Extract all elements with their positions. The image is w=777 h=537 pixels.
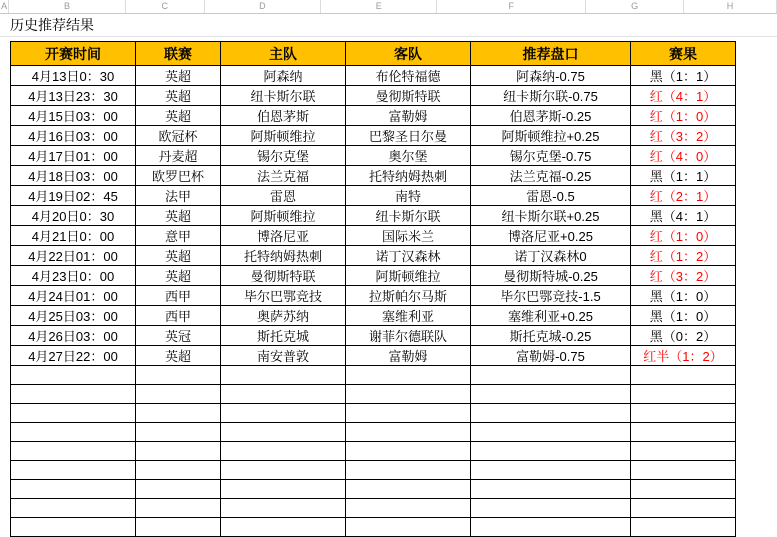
column-letter-b[interactable]: B (9, 0, 125, 13)
cell-empty (11, 442, 136, 461)
cell-pick: 富勒姆-0.75 (471, 346, 631, 366)
table-row (11, 86, 736, 106)
cell-time: 4月17日01：00 (11, 146, 136, 166)
cell-time: 4月26日03：00 (11, 326, 136, 346)
cell-empty (136, 385, 221, 404)
cell-away: 塞维利亚 (346, 306, 471, 326)
table-row-empty (11, 442, 736, 461)
cell-empty (631, 423, 736, 442)
cell-away: 曼彻斯特联 (346, 86, 471, 106)
cell-home: 锡尔克堡 (221, 146, 346, 166)
cell-empty (221, 423, 346, 442)
cell-time: 4月13日0：30 (11, 66, 136, 86)
cell-home: 毕尔巴鄂竞技 (221, 286, 346, 306)
cell-away: 布伦特福德 (346, 66, 471, 86)
cell-empty (11, 461, 136, 480)
cell-empty (11, 480, 136, 499)
cell-league: 英超 (136, 246, 221, 266)
cell-home: 曼彻斯特联 (221, 266, 346, 286)
cell-away: 托特纳姆热刺 (346, 166, 471, 186)
cell-result: 黑（1：0） (631, 286, 736, 306)
cell-empty (11, 385, 136, 404)
cell-empty (136, 461, 221, 480)
cell-empty (136, 442, 221, 461)
cell-away: 南特 (346, 186, 471, 206)
cell-result: 红（4：0） (631, 146, 736, 166)
cell-time: 4月22日01：00 (11, 246, 136, 266)
cell-pick: 阿森纳-0.75 (471, 66, 631, 86)
cell-league: 法甲 (136, 186, 221, 206)
cell-empty (136, 423, 221, 442)
cell-time: 4月20日0：30 (11, 206, 136, 226)
column-letter-g[interactable]: G (586, 0, 684, 13)
cell-empty (631, 461, 736, 480)
table-row (11, 186, 736, 206)
table-row (11, 106, 736, 126)
cell-home: 斯托克城 (221, 326, 346, 346)
cell-result: 红（2：1） (631, 186, 736, 206)
cell-time: 4月25日03：00 (11, 306, 136, 326)
cell-empty (471, 518, 631, 537)
cell-away: 富勒姆 (346, 346, 471, 366)
cell-time: 4月16日03：00 (11, 126, 136, 146)
cell-away: 诺丁汉森林 (346, 246, 471, 266)
cell-empty (136, 404, 221, 423)
table-row (11, 286, 736, 306)
table-row-empty (11, 366, 736, 385)
cell-league: 英超 (136, 66, 221, 86)
cell-pick: 斯托克城-0.25 (471, 326, 631, 346)
cell-empty (11, 404, 136, 423)
cell-pick: 伯恩茅斯-0.25 (471, 106, 631, 126)
table-row (11, 126, 736, 146)
column-header-strip (0, 0, 777, 14)
cell-empty (221, 404, 346, 423)
cell-empty (221, 499, 346, 518)
cell-empty (346, 461, 471, 480)
cell-empty (471, 404, 631, 423)
cell-pick: 阿斯顿维拉+0.25 (471, 126, 631, 146)
cell-result: 黑（1：0） (631, 306, 736, 326)
cell-league: 英超 (136, 346, 221, 366)
cell-empty (136, 499, 221, 518)
table-row (11, 346, 736, 366)
table-row-empty (11, 385, 736, 404)
cell-time: 4月23日0：00 (11, 266, 136, 286)
table-body (11, 66, 736, 537)
table-row (11, 166, 736, 186)
cell-home: 纽卡斯尔联 (221, 86, 346, 106)
cell-time: 4月13日23：30 (11, 86, 136, 106)
cell-empty (346, 442, 471, 461)
cell-away: 巴黎圣日尔曼 (346, 126, 471, 146)
cell-league: 英超 (136, 86, 221, 106)
cell-home: 托特纳姆热刺 (221, 246, 346, 266)
column-letter-f[interactable]: F (437, 0, 586, 13)
cell-empty (221, 366, 346, 385)
cell-empty (471, 423, 631, 442)
cell-away: 富勒姆 (346, 106, 471, 126)
cell-league: 欧冠杯 (136, 126, 221, 146)
page-title: 历史推荐结果 (0, 14, 777, 37)
table-row-empty (11, 480, 736, 499)
cell-empty (471, 385, 631, 404)
cell-empty (136, 366, 221, 385)
history-results-table (10, 41, 736, 537)
cell-home: 法兰克福 (221, 166, 346, 186)
table-column-header: 赛果 (631, 42, 736, 66)
cell-empty (631, 518, 736, 537)
table-column-header: 联赛 (136, 42, 221, 66)
cell-result: 黑（0：2） (631, 326, 736, 346)
cell-empty (346, 518, 471, 537)
cell-home: 南安普敦 (221, 346, 346, 366)
table-row (11, 306, 736, 326)
column-letter-d[interactable]: D (205, 0, 321, 13)
column-letter-c[interactable]: C (126, 0, 205, 13)
cell-empty (221, 461, 346, 480)
cell-empty (631, 366, 736, 385)
cell-pick: 法兰克福-0.25 (471, 166, 631, 186)
table-row-empty (11, 518, 736, 537)
cell-empty (471, 442, 631, 461)
table-row-empty (11, 461, 736, 480)
cell-empty (346, 385, 471, 404)
cell-result: 黑（1：1） (631, 166, 736, 186)
table-column-header: 主队 (221, 42, 346, 66)
cell-empty (136, 480, 221, 499)
table-row (11, 146, 736, 166)
column-letter-h[interactable]: H (684, 0, 777, 13)
cell-time: 4月15日03：00 (11, 106, 136, 126)
table-column-header: 推荐盘口 (471, 42, 631, 66)
cell-pick: 诺丁汉森林0 (471, 246, 631, 266)
cell-empty (346, 366, 471, 385)
cell-pick: 纽卡斯尔联-0.75 (471, 86, 631, 106)
cell-empty (346, 499, 471, 518)
cell-league: 英冠 (136, 326, 221, 346)
table-row (11, 226, 736, 246)
cell-league: 西甲 (136, 306, 221, 326)
cell-result: 红（1：2） (631, 246, 736, 266)
table-row-empty (11, 404, 736, 423)
cell-empty (11, 366, 136, 385)
table-header (11, 42, 736, 66)
table-row-empty (11, 423, 736, 442)
cell-result: 红（1：0） (631, 106, 736, 126)
table-row-empty (11, 499, 736, 518)
cell-empty (346, 404, 471, 423)
table-row (11, 326, 736, 346)
cell-result: 红（1：0） (631, 226, 736, 246)
cell-pick: 雷恩-0.5 (471, 186, 631, 206)
cell-time: 4月21日0：00 (11, 226, 136, 246)
column-letter-e[interactable]: E (321, 0, 437, 13)
cell-empty (631, 385, 736, 404)
cell-pick: 曼彻斯特城-0.25 (471, 266, 631, 286)
cell-time: 4月27日22：00 (11, 346, 136, 366)
cell-empty (11, 518, 136, 537)
cell-empty (471, 499, 631, 518)
table-row (11, 246, 736, 266)
cell-empty (346, 423, 471, 442)
cell-home: 雷恩 (221, 186, 346, 206)
cell-pick: 纽卡斯尔联+0.25 (471, 206, 631, 226)
cell-home: 伯恩茅斯 (221, 106, 346, 126)
cell-pick: 毕尔巴鄂竞技-1.5 (471, 286, 631, 306)
cell-empty (11, 423, 136, 442)
table-row (11, 206, 736, 226)
cell-home: 阿斯顿维拉 (221, 126, 346, 146)
cell-empty (221, 518, 346, 537)
cell-league: 意甲 (136, 226, 221, 246)
cell-league: 西甲 (136, 286, 221, 306)
cell-time: 4月18日03：00 (11, 166, 136, 186)
cell-league: 欧罗巴杯 (136, 166, 221, 186)
cell-away: 纽卡斯尔联 (346, 206, 471, 226)
cell-league: 英超 (136, 106, 221, 126)
cell-time: 4月24日01：00 (11, 286, 136, 306)
cell-empty (136, 518, 221, 537)
cell-empty (631, 480, 736, 499)
cell-empty (221, 385, 346, 404)
cell-time: 4月19日02：45 (11, 186, 136, 206)
cell-away: 奥尔堡 (346, 146, 471, 166)
cell-result: 红（3：2） (631, 266, 736, 286)
cell-home: 阿森纳 (221, 66, 346, 86)
table-column-header: 开赛时间 (11, 42, 136, 66)
table-row (11, 66, 736, 86)
cell-empty (11, 499, 136, 518)
table-column-header: 客队 (346, 42, 471, 66)
cell-home: 博洛尼亚 (221, 226, 346, 246)
cell-league: 英超 (136, 206, 221, 226)
cell-empty (471, 366, 631, 385)
cell-result: 红（4：1） (631, 86, 736, 106)
cell-result: 红半（1：2） (631, 346, 736, 366)
cell-home: 奥萨苏纳 (221, 306, 346, 326)
cell-empty (471, 480, 631, 499)
cell-away: 谢菲尔德联队 (346, 326, 471, 346)
table-row (11, 266, 736, 286)
cell-empty (631, 442, 736, 461)
cell-empty (221, 442, 346, 461)
cell-empty (631, 404, 736, 423)
cell-league: 丹麦超 (136, 146, 221, 166)
cell-result: 红（3：2） (631, 126, 736, 146)
cell-away: 阿斯顿维拉 (346, 266, 471, 286)
cell-result: 黑（1：1） (631, 66, 736, 86)
cell-pick: 博洛尼亚+0.25 (471, 226, 631, 246)
cell-home: 阿斯顿维拉 (221, 206, 346, 226)
column-letter-a[interactable]: A (0, 0, 9, 13)
table-header-row (11, 42, 736, 66)
cell-empty (471, 461, 631, 480)
cell-empty (221, 480, 346, 499)
cell-empty (346, 480, 471, 499)
cell-away: 国际米兰 (346, 226, 471, 246)
cell-pick: 塞维利亚+0.25 (471, 306, 631, 326)
cell-empty (631, 499, 736, 518)
cell-result: 黑（4：1） (631, 206, 736, 226)
cell-league: 英超 (136, 266, 221, 286)
cell-away: 拉斯帕尔马斯 (346, 286, 471, 306)
cell-pick: 锡尔克堡-0.75 (471, 146, 631, 166)
